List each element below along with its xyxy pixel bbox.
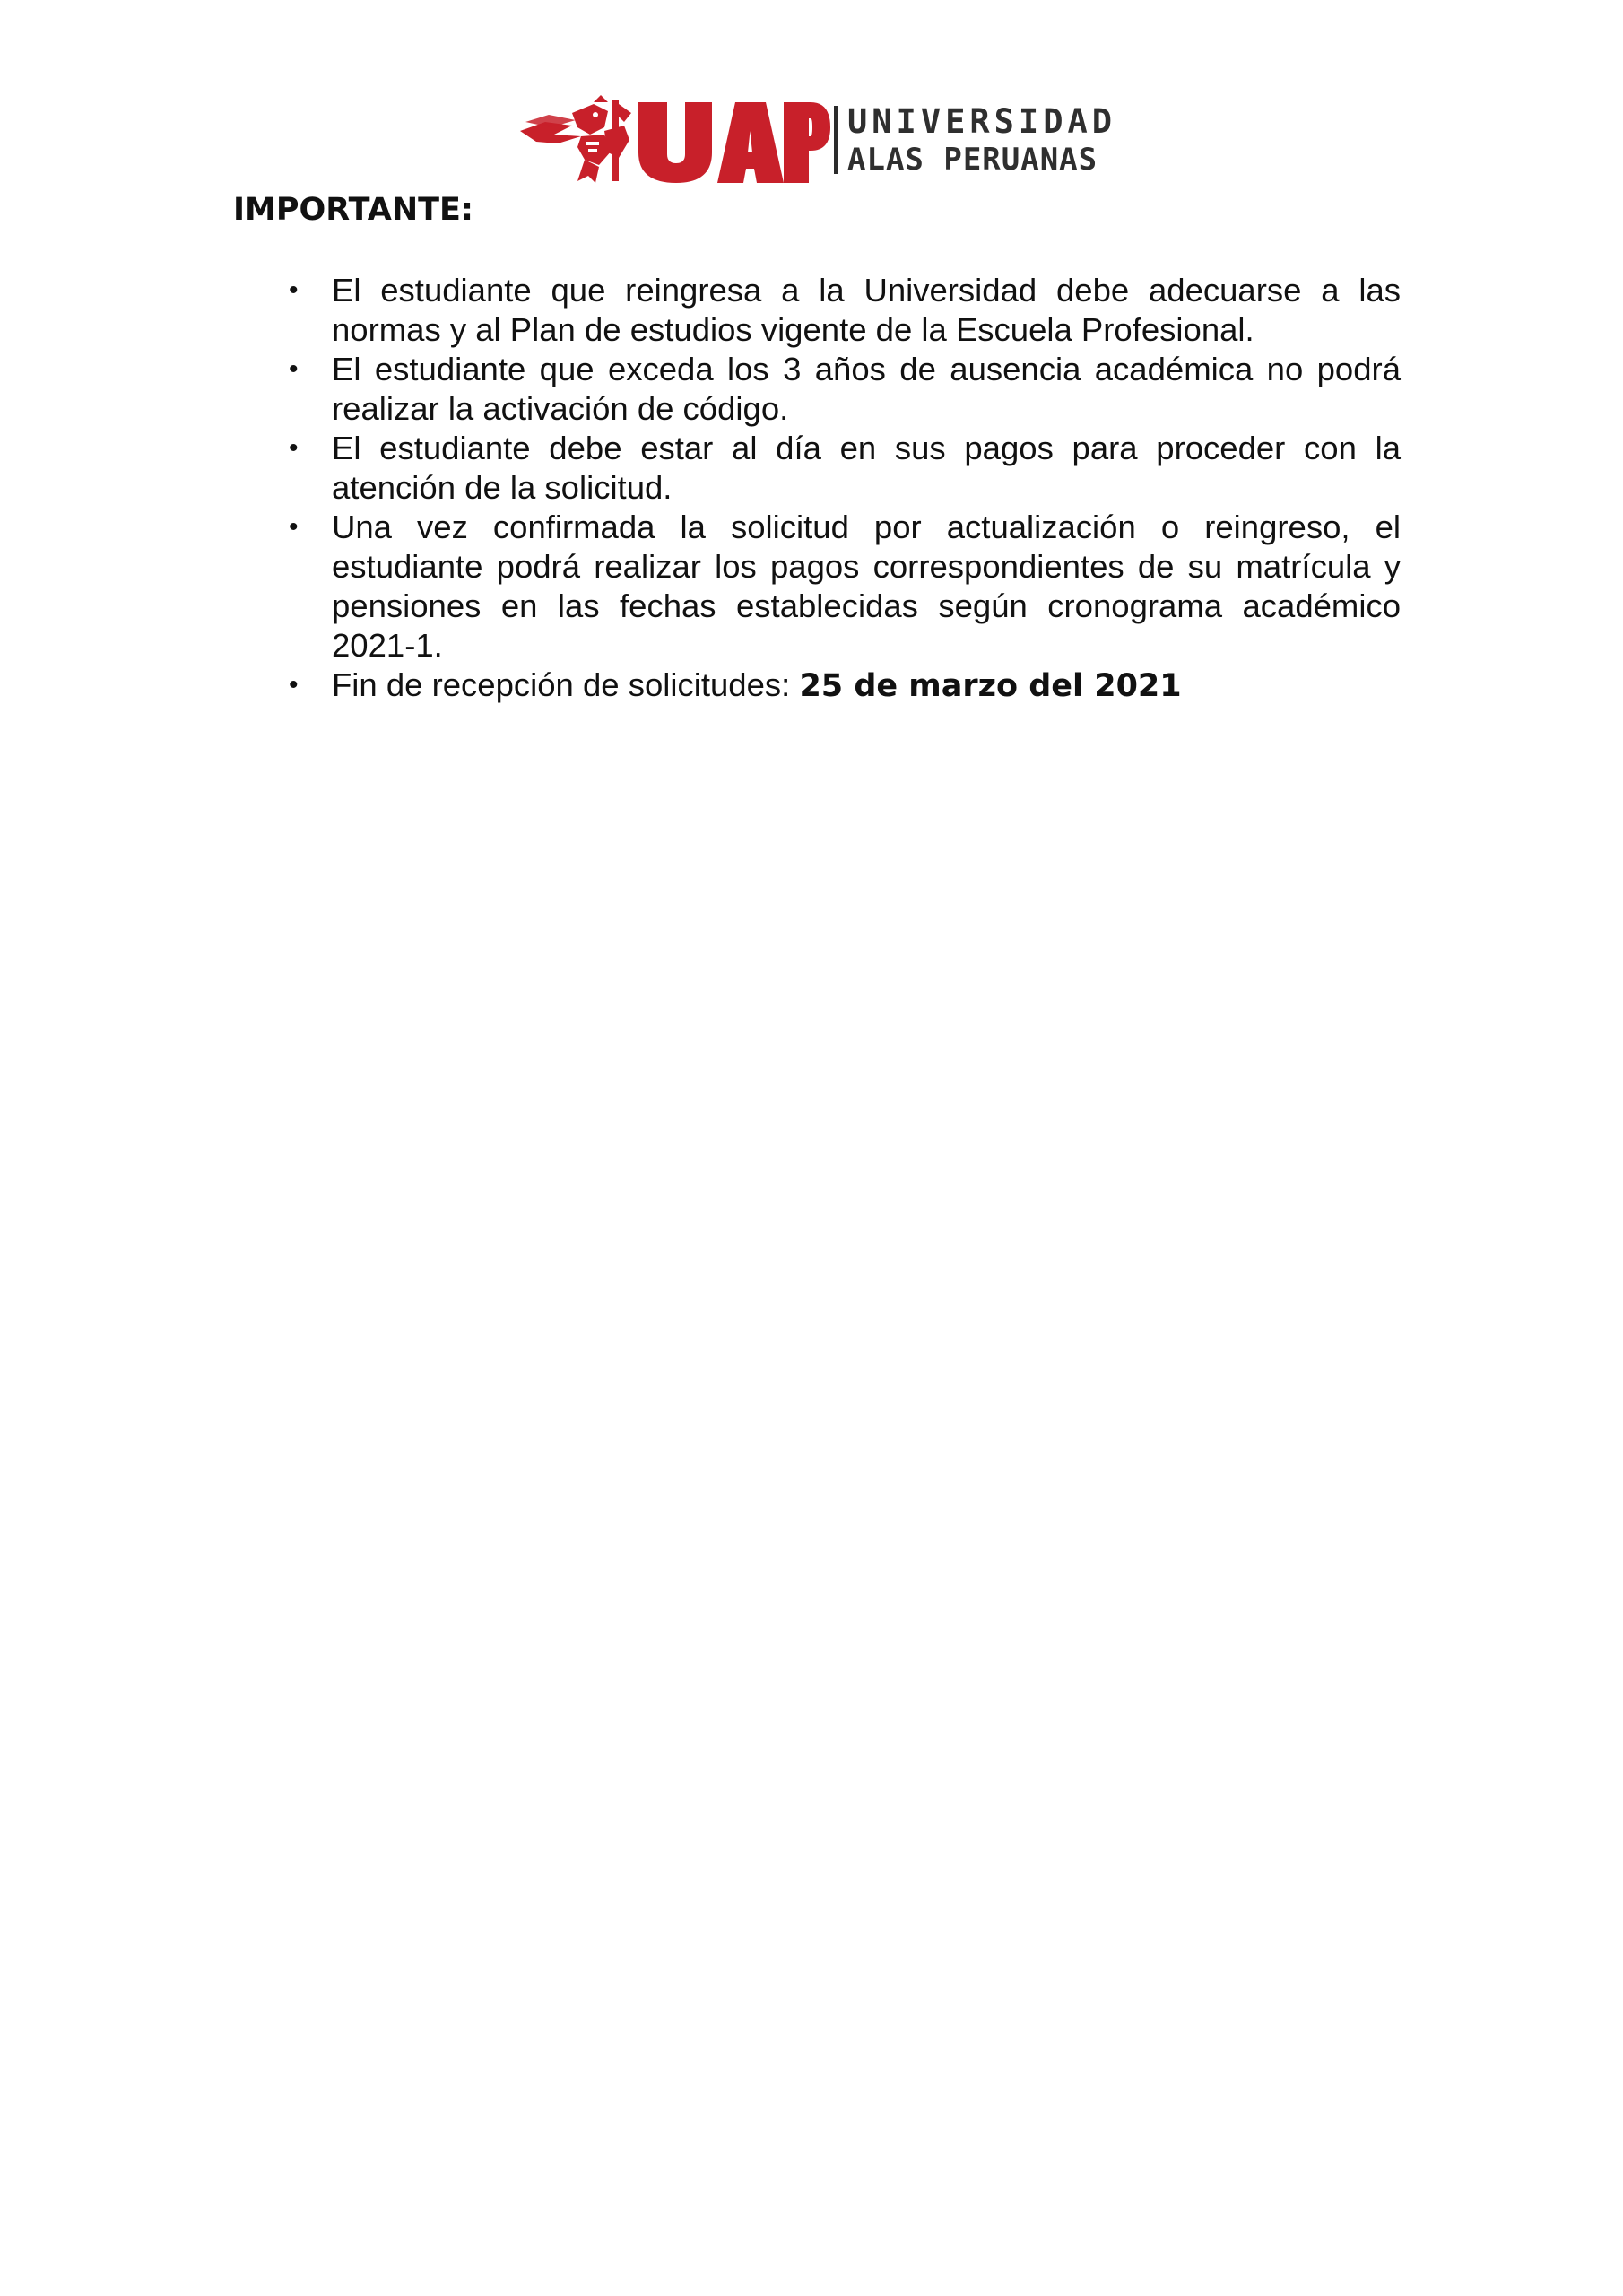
list-item bbox=[269, 508, 1401, 665]
condor-bird-icon bbox=[518, 95, 637, 185]
university-logo bbox=[518, 95, 1117, 185]
list-item bbox=[269, 350, 1401, 429]
bullet-icon: • bbox=[289, 512, 299, 542]
university-name-line2: ALAS PERUANAS bbox=[847, 142, 1098, 178]
note-text: Fin de recepción de solicitudes: bbox=[332, 666, 800, 703]
logo-separator bbox=[834, 106, 838, 174]
note-text: El estudiante debe estar al día en sus pagos para proceder con la atención de la solicitud. bbox=[332, 430, 1401, 506]
list-item bbox=[269, 429, 1401, 508]
important-heading: IMPORTANTE: bbox=[233, 192, 473, 228]
deadline-date: 25 de marzo del 2021 bbox=[799, 668, 1182, 704]
list-item bbox=[269, 665, 1401, 706]
notes-list bbox=[269, 271, 1401, 706]
note-text: Una vez confirmada la solicitud por actualización o reingreso, el estudiante podrá realizar los pagos correspondientes de su matrícula y pensiones en las fechas establecidas según cronograma académico 2021-1. bbox=[332, 509, 1401, 664]
note-text: El estudiante que reingresa a la Universidad debe adecuarse a las normas y al Plan de estudios vigente de la Escuela Profesional. bbox=[332, 272, 1401, 348]
university-name-line1: UNIVERSIDAD bbox=[847, 102, 1117, 141]
list-item bbox=[269, 271, 1401, 350]
bullet-icon: • bbox=[289, 670, 299, 700]
uap-letters bbox=[635, 95, 832, 185]
bullet-icon: • bbox=[289, 354, 299, 384]
note-text: El estudiante que exceda los 3 años de ausencia académica no podrá realizar la activación de código. bbox=[332, 351, 1401, 427]
bullet-icon: • bbox=[289, 433, 299, 463]
bullet-icon: • bbox=[289, 275, 299, 305]
